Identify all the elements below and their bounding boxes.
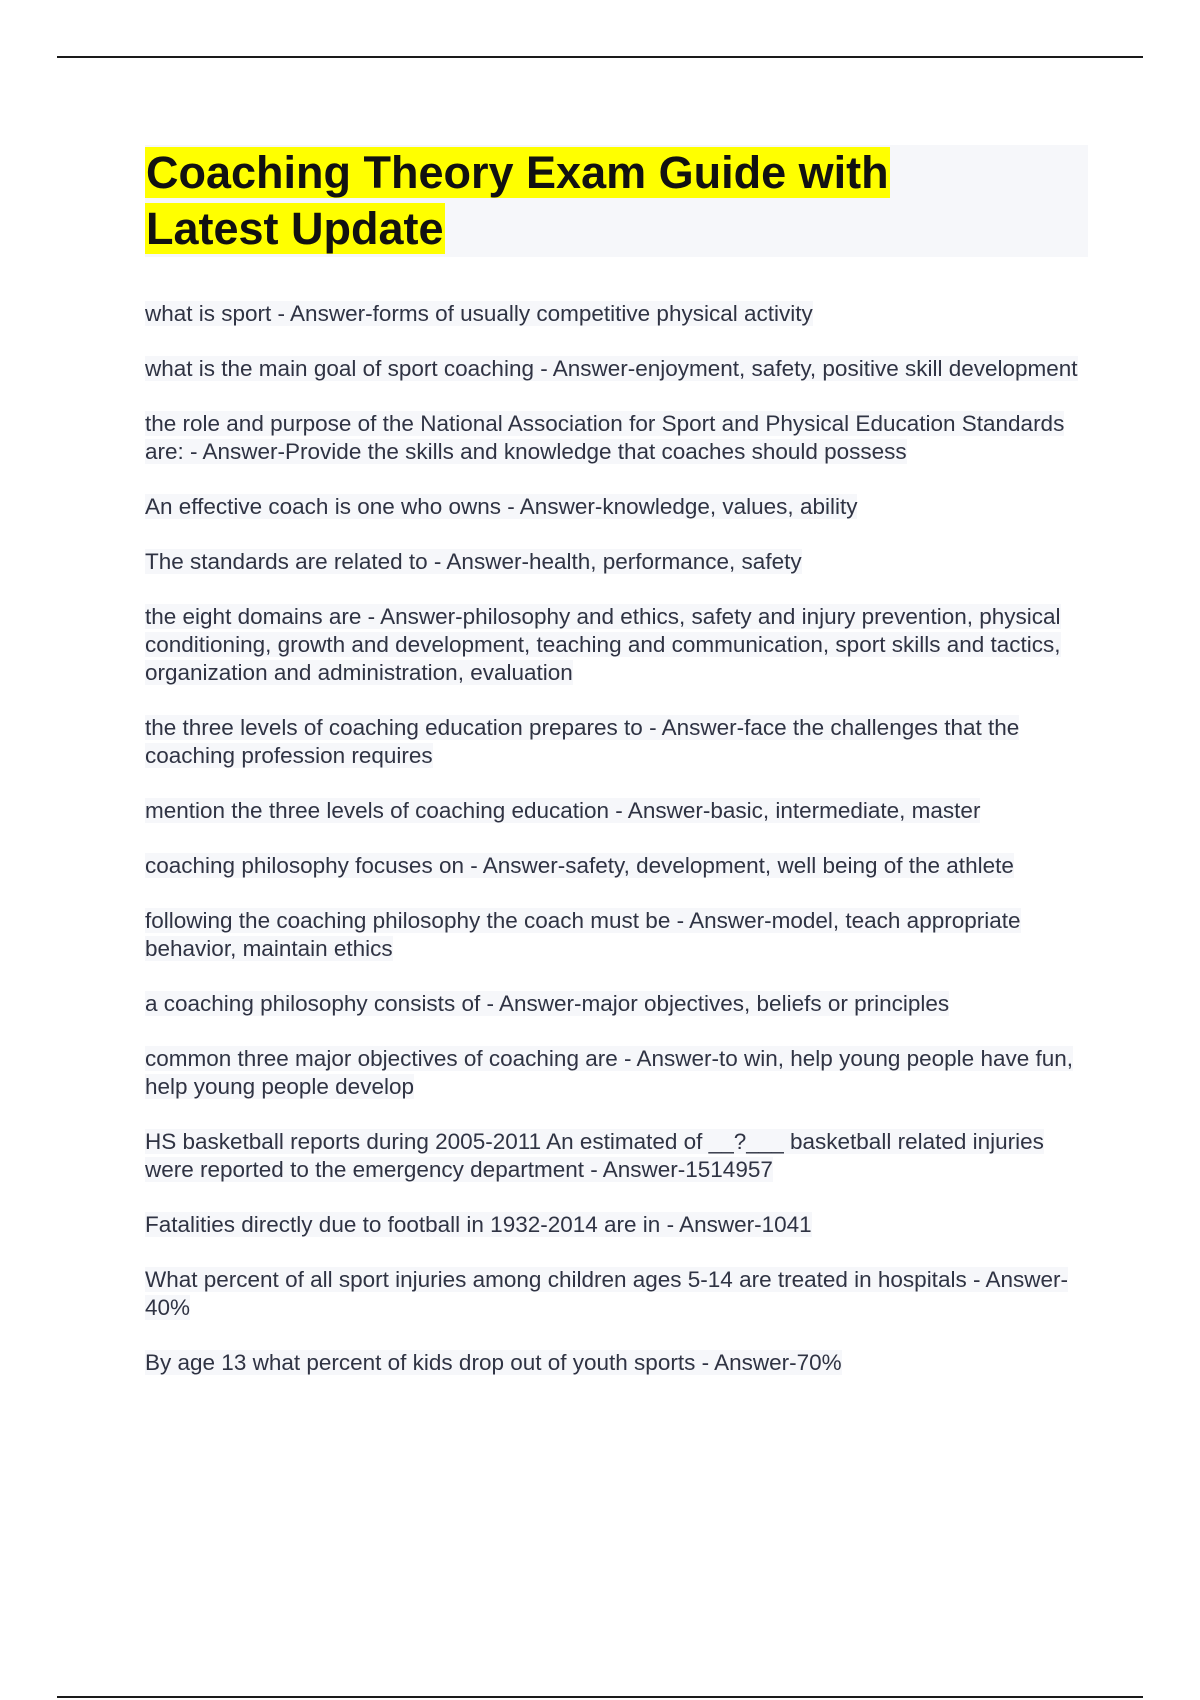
qa-text: the three levels of coaching education prepares to - Answer-face the challenges that the coaching profession requires [145,715,1020,768]
qa-text: The standards are related to - Answer-health, performance, safety [145,549,802,574]
qa-list [145,300,1095,1404]
qa-item-8 [145,797,1095,825]
qa-item-12 [145,1045,1095,1101]
qa-text: mention the three levels of coaching education - Answer-basic, intermediate, master [145,798,981,823]
qa-item-10 [145,907,1095,963]
qa-item-2 [145,355,1095,383]
qa-text: An effective coach is one who owns - Answer-knowledge, values, ability [145,494,858,519]
qa-text: coaching philosophy focuses on - Answer-safety, development, well being of the athlete [145,853,1014,878]
qa-text: a coaching philosophy consists of - Answer-major objectives, beliefs or principles [145,991,950,1016]
qa-text: Fatalities directly due to football in 1932-2014 are in - Answer-1041 [145,1212,812,1237]
qa-text: the eight domains are - Answer-philosophy and ethics, safety and injury prevention, physical conditioning, growth and development, teaching and communication, sport skills and tactics, organization and administration, evaluation [145,604,1061,685]
qa-text: What percent of all sport injuries among children ages 5-14 are treated in hospitals - Answer-40% [145,1267,1068,1320]
qa-item-4 [145,493,1095,521]
qa-item-13 [145,1128,1095,1184]
qa-item-9 [145,852,1095,880]
top-divider [57,56,1143,58]
title-line-2: Latest Update [146,203,444,254]
qa-item-15 [145,1266,1095,1322]
qa-item-3 [145,410,1095,466]
qa-text: what is the main goal of sport coaching - Answer-enjoyment, safety, positive skill development [145,356,1078,381]
title-block [145,145,1088,257]
qa-text: what is sport - Answer-forms of usually competitive physical activity [145,301,813,326]
qa-text: common three major objectives of coaching are - Answer-to win, help young people have fun, help young people develop [145,1046,1074,1099]
qa-item-7 [145,714,1095,770]
bottom-divider [57,1696,1143,1698]
qa-item-5 [145,548,1095,576]
page-title [145,145,1088,257]
qa-text: HS basketball reports during 2005-2011 An estimated of __?___ basketball related injuries were reported to the emergency department - Answer-1514957 [145,1129,1044,1182]
qa-text: By age 13 what percent of kids drop out of youth sports - Answer-70% [145,1350,842,1375]
qa-item-1 [145,300,1095,328]
qa-item-6 [145,603,1095,687]
qa-item-11 [145,990,1095,1018]
qa-text: following the coaching philosophy the coach must be - Answer-model, teach appropriate behavior, maintain ethics [145,908,1021,961]
qa-text: the role and purpose of the National Association for Sport and Physical Education Standards are: - Answer-Provide the skills and knowledge that coaches should possess [145,411,1065,464]
qa-item-16 [145,1349,1095,1377]
qa-item-14 [145,1211,1095,1239]
title-line-1: Coaching Theory Exam Guide with [146,147,889,198]
